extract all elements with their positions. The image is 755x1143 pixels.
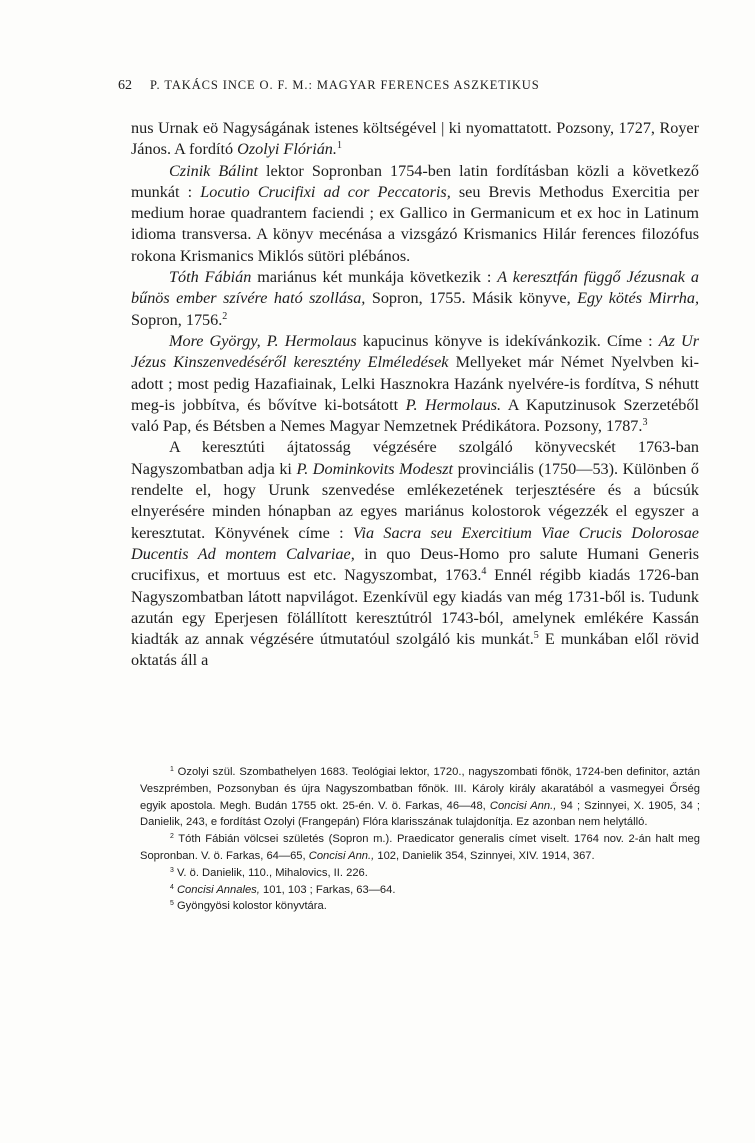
paragraph	[131, 161, 699, 267]
text-run: nus Urnak eö Nagyságának istenes költségével | ki nyomattatott. Pozsony, 1727, Royer János. A fordító	[131, 119, 699, 159]
italic-text: Locutio Crucifixi ad cor Peccatoris,	[200, 182, 451, 201]
footnote	[140, 831, 700, 865]
footnote-marker: 1	[336, 140, 342, 152]
text-run: Ennél régibb kiadás 1726-ban Nagyszombatban látott napvilágot. Ezenkívül egy kiadás van még 1731-ből is. Tudunk azután egy Eperjesen fölállított keresztútról 1743-ból, amelynek emlékére Kassán kiadták az annak végzésére útmutatóul szolgáló kis munkát.	[131, 566, 700, 649]
italic-text: A keresztfán függő Jézusnak a bűnös ember szívére ható szollása,	[131, 268, 699, 308]
footnote-marker: 1	[170, 765, 174, 773]
text-run: 101, 103 ; Farkas, 63—64.	[259, 883, 396, 896]
paragraph	[131, 437, 699, 671]
text-run: E munkában elől rövid oktatás áll a	[131, 630, 699, 670]
footnote	[140, 882, 700, 899]
text-run: Mellyeket már Német Nyelvben ki-adott ; most pedig Hazafiainak, Lelki Hasznokra Hazánk nyelvére-is fordítva, S néhutt meg-is jobbítva, és bővítve ki-botsátott	[131, 353, 699, 414]
text-run: Gyöngyösi kolostor könyvtára.	[173, 900, 327, 913]
footnote-marker: 3	[170, 866, 174, 874]
text-run: A Kaputzinusok Szerzetéből való Pap, és Bétsben a Nemes Magyar Nemzetnek Prédikátora. Pozsony, 1787.	[131, 395, 699, 436]
italic-text: Ozolyi Flórián.	[237, 140, 337, 159]
text-run: provinciális (1750—53). Különben ő rendelte el, hogy Urunk szenvedése emlékezetének terjesztésére és a búcsúk elnyerésére minden hónapban az egyes mariánus kolostorok végezzék el egyszer a keresztutat. Könyvének címe :	[131, 459, 699, 542]
text-run: Sopron, 1756.	[131, 310, 223, 329]
text-run: kapucinus könyve is idekívánkozik. Címe :	[356, 331, 659, 350]
text-run: Sopron, 1755. Másik könyve,	[365, 289, 578, 308]
footnote-marker: 4	[481, 566, 487, 578]
footnote	[140, 865, 700, 882]
text-run: A keresztúti ájtatosság végzésére szolgáló könyvecskét 1763-ban Nagyszombatban adja ki	[131, 438, 699, 478]
footnote	[140, 764, 700, 831]
italic-text: Concisi Ann.,	[489, 799, 557, 812]
paragraph	[131, 118, 699, 161]
italic-text: Concisi Annales,	[176, 883, 260, 896]
italic-text: Egy kötés Mirrha,	[577, 289, 699, 308]
footnote-marker: 2	[170, 833, 174, 841]
footnote-marker: 5	[533, 630, 539, 642]
footnote-marker: 3	[642, 417, 648, 429]
text-run: 102, Danielik 354, Szinnyei, XIV. 1914, 367.	[374, 849, 595, 862]
text-run: seu Brevis Methodus Exercitia per medium horae quadrantem faciendi ; ex Gallico in Germanicum et ex hoc in Latinum idioma transversa. A könyv mecénása a vizsgázó Krismanics Hilár ferences filozófus rokona Krismanics Miklós sütöri plébános.	[131, 182, 699, 265]
text-run: in quo Deus-Homo pro salute Humani Generis crucifixus, et mortuus est etc. Nagyszombat, 1763.	[131, 544, 700, 585]
text-run: mariánus két munkája következik :	[251, 268, 498, 287]
footnote-marker: 4	[170, 883, 174, 891]
italic-text: Concisi Ann.,	[308, 849, 375, 862]
italic-text: More György, P. Hermolaus	[169, 331, 357, 350]
italic-text: Via Sacra seu Exercitium Viae Crucis Dolorosae Ducentis Ad montem Calvariae,	[131, 523, 699, 563]
text-run: Ozolyi szül. Szombathelyen 1683. Teológiai lektor, 1720., nagyszombati főnök, 1724-ben definitor, aztán Veszprémben, Pozsonyban és újra Nagyszombatban főnök. III. Károly király akaratából a vasmegyei Őrség egyik apostola. Megh. Budán 1755 okt. 25-én. V. ö. Farkas, 46—48,	[140, 766, 700, 812]
footnote-marker: 2	[222, 310, 228, 322]
italic-text: P. Dominkovits Modeszt	[296, 459, 454, 478]
text-run: 94 ; Szinnyei, X. 1905, 34 ; Danielik, 243, e fordítást Ozolyi (Frangepán) Flóra klarisszának tulajdonítja. Ez azonban nem helytálló.	[140, 799, 701, 829]
text-run: Tóth Fábián völcsei születés (Sopron m.). Praedicator generalis címet viselt. 1764 nov. 2-án halt meg Sopronban. V. ö. Farkas, 64—65,	[140, 833, 700, 862]
footnote	[140, 898, 700, 915]
text-run: V. ö. Danielik, 110., Mihalovics, II. 226.	[173, 866, 368, 879]
italic-text: Tóth Fábián	[169, 268, 252, 287]
italic-text: Czinik Bálint	[169, 161, 258, 180]
main-text	[131, 118, 699, 672]
footnote-marker: 5	[170, 900, 174, 908]
running-header	[118, 78, 638, 94]
footnotes	[140, 764, 700, 915]
italic-text: Az Ur Jézus Kinszenvedéséről keresztény Elméledések	[131, 331, 699, 372]
page-number: 62	[118, 78, 132, 93]
running-title: P. TAKÁCS INCE O. F. M.: MAGYAR FERENCES ASZKETIKUS	[150, 78, 540, 92]
italic-text: P. Hermolaus.	[405, 395, 502, 414]
paragraph	[131, 267, 699, 331]
paragraph	[131, 331, 699, 437]
text-run: lektor Sopronban 1754-ben latin fordításban közli a következő munkát :	[131, 161, 700, 201]
